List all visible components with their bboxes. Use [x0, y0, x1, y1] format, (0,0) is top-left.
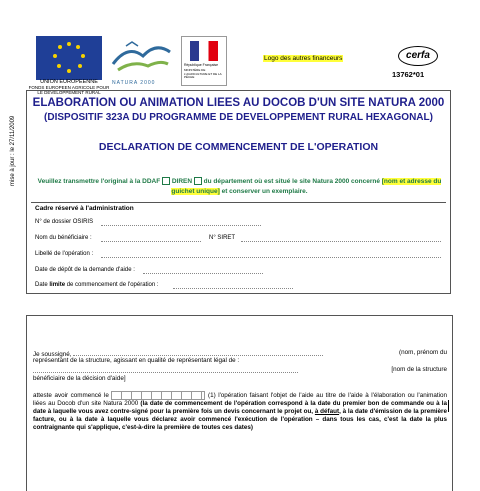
- signatory-name-field[interactable]: [73, 349, 323, 356]
- eu-caption: UNION EUROPEENNE FONDS EUROPEEN AGRICOLE POUR LE DEVELOPPEMENT RURAL: [28, 79, 110, 95]
- diren-checkbox[interactable]: [194, 177, 202, 185]
- declaration-line-2: représentant de la structure, agissant en qualité de représentant légal de :: [33, 357, 240, 364]
- beneficiary-field[interactable]: [101, 235, 201, 242]
- other-financers-label: Logo des autres financeurs: [264, 55, 343, 62]
- limit-date-field[interactable]: [173, 282, 293, 289]
- natura-2000-logo: [108, 34, 174, 80]
- osiris-field[interactable]: [101, 219, 261, 226]
- margin-mark: [448, 400, 449, 412]
- declaration-box: [26, 315, 453, 491]
- cerfa-number: 13762*01: [392, 70, 425, 79]
- siret-label: N° SIRET: [209, 235, 236, 241]
- admin-section: [31, 202, 446, 291]
- structure-field[interactable]: [33, 366, 298, 373]
- eu-flag-logo: [36, 36, 102, 80]
- start-date-field[interactable]: [111, 391, 205, 400]
- single-window-highlight: [nom et adresse du guichet unique]: [171, 178, 442, 195]
- siret-field[interactable]: [241, 235, 441, 242]
- update-date: mise à jour : le 27/11/2009: [10, 115, 16, 186]
- instruction-text: Veuillez transmettre l'original à la DDAF DIREN du département où est situé le site Natura 2000 concerné [nom et adresse du guichet unique] et conserver un exemplaire.: [37, 178, 442, 195]
- limit-label: Date limite de commencement de l'opération :: [35, 282, 159, 288]
- title-line-1: ELABORATION OU ANIMATION LIEES AU DOCOB D'UN SITE NATURA 2000: [32, 97, 445, 109]
- deposit-date-field[interactable]: [143, 267, 263, 274]
- natura-caption: NATURA 2000: [112, 80, 156, 86]
- beneficiary-label: Nom du bénéficiaire :: [35, 235, 92, 241]
- operation-label: Libellé de l'opération :: [35, 251, 94, 257]
- declaration-line-3: [nom de la structure: [33, 366, 447, 376]
- republic-logo: République Française MINISTÈRE DE L'AGRICULTURE ET DE LA PÊCHE: [181, 36, 227, 86]
- form-header-box: [26, 90, 451, 294]
- admin-title: Cadre réservé à l'administration: [35, 205, 134, 212]
- osiris-label: N° de dossier OSIRIS: [35, 219, 94, 225]
- ddaf-checkbox[interactable]: [162, 177, 170, 185]
- attestation-text: atteste avoir commencé le (1) l'opération faisant l'objet de l'aide au titre de l'aide à l'élaboration ou l'animation liées au Docob d'un site Natura 2000 (la date de commencement de l'opération correspond à la date du premier bon de commande ou à la date à laquelle vous avez contre-signé pour la première fois un devis concernant le projet ou, à défaut, à la date d'émission de la première facture, ou à la date à laquelle vous déclarez avoir commencé l'exécution de l'opération – dans tous les cas, c'est la date la plus contraignante qui s'applique, c'est-à-dire la première de toutes ces dates): [33, 392, 448, 432]
- cerfa-logo: cerfa: [398, 46, 438, 66]
- deposit-label: Date de dépôt de la demande d'aide :: [35, 267, 135, 273]
- title-line-3: DECLARATION DE COMMENCEMENT DE L'OPERATION: [98, 141, 379, 153]
- declaration-line-1: Je soussigné, (nom, prénom du: [33, 349, 447, 358]
- title-line-2: (DISPOSITIF 323A DU PROGRAMME DE DEVELOPPEMENT RURAL HEXAGONAL): [44, 112, 433, 123]
- declaration-line-4: bénéficiaire de la décision d'aide]: [33, 375, 126, 382]
- operation-field[interactable]: [101, 251, 441, 258]
